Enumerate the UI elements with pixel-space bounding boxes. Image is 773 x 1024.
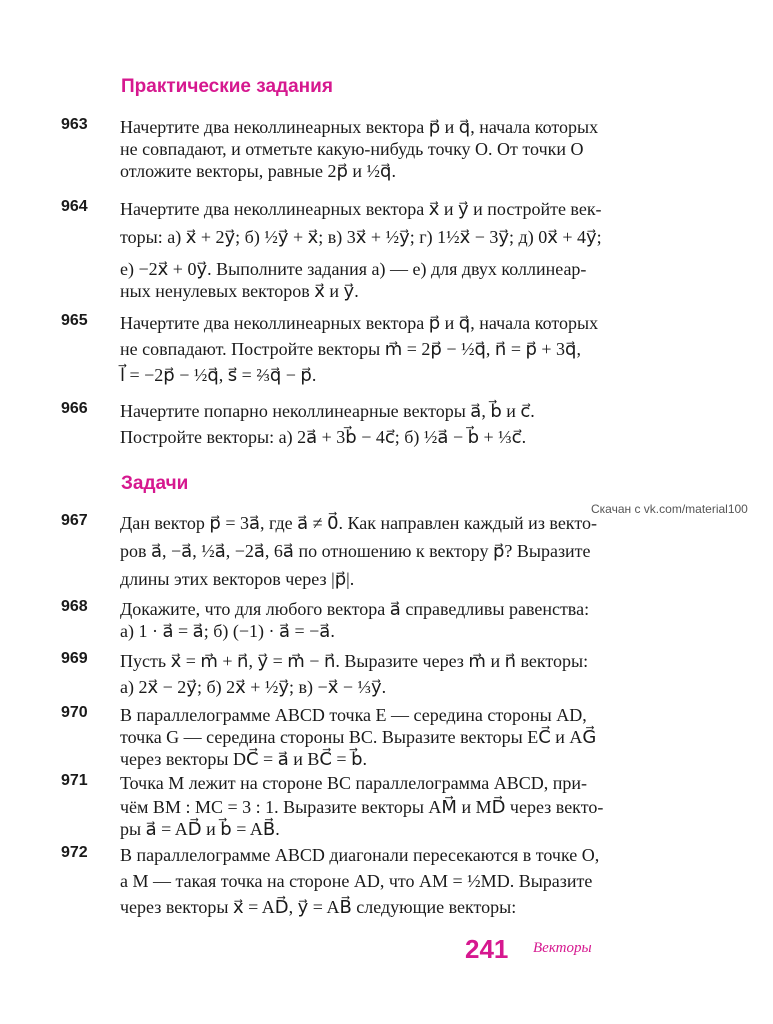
- problem-text-line: е) −2x⃗ + 0y⃗. Выполните задания а) — е) для двух коллинеар-: [120, 259, 587, 279]
- problem-text-line: ры a⃗ = AD⃗ и b⃗ = AB⃗.: [120, 819, 280, 839]
- problem-number: 969: [61, 650, 88, 667]
- page-number: 241: [465, 934, 509, 964]
- problem-text-line: l⃗ = −2p⃗ − ½q⃗, s⃗ = ⅔q⃗ − p⃗.: [120, 365, 317, 385]
- problem-text-line: В параллелограмме ABCD диагонали пересекаются в точке O,: [120, 845, 600, 865]
- problem-text-line: Начертите два неколлинеарных вектора x⃗ и y⃗ и постройте век-: [120, 199, 602, 219]
- problem-text-line: точка G — середина стороны BC. Выразите векторы EC⃗ и AG⃗: [120, 727, 597, 747]
- problem-number: 968: [61, 598, 88, 615]
- problem-text-line: а) 1 · a⃗ = a⃗; б) (−1) · a⃗ = −a⃗.: [120, 621, 335, 641]
- problem-number: 970: [61, 704, 88, 721]
- problem-text-line: Постройте векторы: а) 2a⃗ + 3b⃗ − 4c⃗; б) ½a⃗ − b⃗ + ⅓c⃗.: [120, 427, 527, 447]
- section-title-practical: Практические задания: [121, 76, 333, 97]
- problem-text-line: Начертите два неколлинеарных вектора p⃗ и q⃗, начала которых: [120, 313, 599, 333]
- problem-text-line: Начертите попарно неколлинеарные векторы a⃗, b⃗ и c⃗.: [120, 401, 535, 421]
- problem-number: 963: [61, 116, 88, 133]
- problem-text-line: не совпадают. Постройте векторы m⃗ = 2p⃗ − ½q⃗, n⃗ = p⃗ + 3q⃗,: [120, 339, 581, 359]
- problem-number: 967: [61, 512, 88, 529]
- problem-text-line: а M — такая точка на стороне AD, что AM = ½MD. Выразите: [120, 871, 593, 891]
- problem-number: 964: [61, 198, 88, 215]
- watermark: Скачан с vk.com/material100: [591, 502, 748, 516]
- problem-text-line: через векторы x⃗ = AD⃗, y⃗ = AB⃗ следующие векторы:: [120, 897, 517, 917]
- problem-text-line: а) 2x⃗ − 2y⃗; б) 2x⃗ + ½y⃗; в) −x⃗ − ⅓y⃗.: [120, 677, 387, 697]
- problem-number: 971: [61, 772, 88, 789]
- problem-number: 965: [61, 312, 88, 329]
- problem-text-line: длины этих векторов через |p⃗|.: [120, 569, 355, 589]
- problem-text-line: торы: а) x⃗ + 2y⃗; б) ½y⃗ + x⃗; в) 3x⃗ + ½y⃗; г) 1½x⃗ − 3y⃗; д) 0x⃗ + 4y⃗;: [120, 227, 602, 247]
- problem-text-line: Дан вектор p⃗ = 3a⃗, где a⃗ ≠ 0⃗. Как направлен каждый из векто-: [120, 513, 597, 533]
- problem-number: 966: [61, 400, 88, 417]
- problem-text-line: Точка M лежит на стороне BC параллелограмма ABCD, при-: [120, 773, 587, 793]
- problem-text-line: ров a⃗, −a⃗, ½a⃗, −2a⃗, 6a⃗ по отношению к вектору p⃗? Выразите: [120, 541, 591, 561]
- problem-text-line: не совпадают, и отметьте какую-нибудь точку O. От точки O: [120, 139, 584, 159]
- problem-text-line: ных ненулевых векторов x⃗ и y⃗.: [120, 281, 359, 301]
- problem-text-line: Пусть x⃗ = m⃗ + n⃗, y⃗ = m⃗ − n⃗. Выразите через m⃗ и n⃗ векторы:: [120, 651, 589, 671]
- problem-text-line: В параллелограмме ABCD точка E — середина стороны AD,: [120, 705, 587, 725]
- problem-text-line: чём BM : MC = 3 : 1. Выразите векторы AM⃗ и MD⃗ через векто-: [120, 797, 604, 817]
- problem-text-line: отложите векторы, равные 2p⃗ и ½q⃗.: [120, 161, 396, 181]
- problem-number: 972: [61, 844, 88, 861]
- problem-text-line: Докажите, что для любого вектора a⃗ справедливы равенства:: [120, 599, 590, 619]
- problem-text-line: Начертите два неколлинеарных вектора p⃗ и q⃗, начала которых: [120, 117, 599, 137]
- problem-text-line: через векторы DC⃗ = a⃗ и BC⃗ = b⃗.: [120, 749, 368, 769]
- section-title-problems: Задачи: [121, 473, 189, 494]
- running-title: Векторы: [533, 940, 592, 956]
